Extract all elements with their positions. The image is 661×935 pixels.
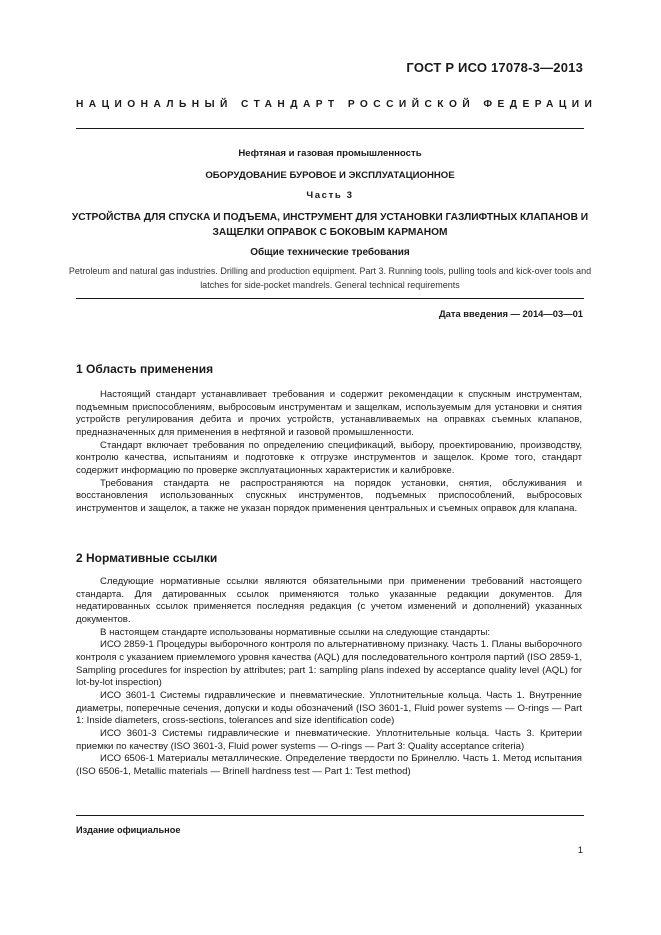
section-heading-scope: 1 Область применения xyxy=(76,362,214,376)
part-label: Часть 3 xyxy=(306,190,354,201)
paragraph: В настоящем стандарте использованы нормативные ссылки на следующие стандарты: xyxy=(100,626,491,638)
section-references-paragraphs xyxy=(76,576,582,779)
paragraph: Следующие нормативные ссылки являются обязательными при применении требований настоящего стандарта. Для датированных ссылок применяются только указанные редакции документов. Для недатированных ссылок применяется последняя редакция (с учетом изменений и дополнений) указанных документов. xyxy=(76,576,582,625)
paragraph: Настоящий стандарт устанавливает требования и содержит рекомендации к спускным инструментам, подъемным приспособлениям, выбросовым инструментам и защелкам, используемым для установки и снятия устройств регулирования дебита и прочих устройств, устанавливаемых на оправках съемных клапанов, предназначенных для применения в нефтяной и газовой промышленности. xyxy=(76,389,582,438)
document-title: УСТРОЙСТВА ДЛЯ СПУСКА И ПОДЪЕМА, ИНСТРУМЕНТ ДЛЯ УСТАНОВКИ ГАЗЛИФТНЫХ КЛАПАНОВ И ЗАЩЕЛКИ ОПРАВОК С БОКОВЫМ КАРМАНОМ xyxy=(71,212,589,238)
paragraph: Стандарт включает требования по определению спецификаций, выбору, проектированию, производству, контролю качества, испытаниям и подготовке к отгрузке инструментов и защелок. Кроме того, стандарт содержит информацию по проверке эксплуатационных характеристик и калибровке. xyxy=(76,439,582,476)
general-requirements-title: Общие технические требования xyxy=(250,247,410,258)
paragraph: ИСО 3601-3 Системы гидравлические и пневматические. Уплотнительные кольца. Часть 3. Критерии приемки по качеству (ISO 3601-3, Fluid power systems — O-rings — Part 3: Quality acceptance criteria) xyxy=(76,727,582,752)
page-number: 1 xyxy=(577,844,583,855)
footer-divider xyxy=(76,815,584,816)
national-standard-heading: НАЦИОНАЛЬНЫЙ СТАНДАРТ РОССИЙСКОЙ ФЕДЕРАЦИИ xyxy=(76,99,598,110)
introduction-date: Дата введения — 2014—03—01 xyxy=(438,308,583,319)
title-divider xyxy=(76,298,584,299)
document-id: ГОСТ Р ИСО 17078-3—2013 xyxy=(406,60,583,75)
industry-title: Нефтяная и газовая промышленность xyxy=(238,148,422,159)
section-scope-paragraphs xyxy=(76,389,582,516)
paragraph: Требования стандарта не распространяются на порядок установки, снятия, обслуживания и восстановления использованных спускных инструментов, подъемных приспособлений, выбросовых инструментов и защелок, а также не указан порядок применения центральных и съемных оправок для клапана. xyxy=(76,477,582,514)
paragraph: ИСО 6506-1 Материалы металлические. Определение твердости по Бринеллю. Часть 1. Метод испытания (ISO 6506-1, Metallic materials — Brinell hardness test — Part 1: Test method) xyxy=(76,753,582,777)
english-title: Petroleum and natural gas industries. Drilling and production equipment. Part 3. Running tools, pulling tools and kick-over tools and latches for side-pocket mandrels. General technical requirements xyxy=(68,266,592,290)
paragraph: ИСО 3601-1 Системы гидравлические и пневматические. Уплотнительные кольца. Часть 1. Внутренние диаметры, поперечные сечения, допуски и коды обозначений (ISO 3601-1, Fluid power systems — O-rings — Part 1: Inside diameters, cross-sections, tolerances and size identification code) xyxy=(76,689,582,727)
equipment-title: ОБОРУДОВАНИЕ БУРОВОЕ И ЭКСПЛУАТАЦИОННОЕ xyxy=(205,170,455,181)
section-heading-references: 2 Нормативные ссылки xyxy=(76,551,218,565)
edition-label: Издание официальное xyxy=(76,825,181,835)
header-divider xyxy=(76,128,584,129)
paragraph: ИСО 2859-1 Процедуры выборочного контроля по альтернативному признаку. Часть 1. Планы выборочного контроля с указанием приемлемого уровня качества (AQL) для последовательного контроля партий (ISO 2859-1, Sampling procedures for inspection by attributes; part 1: sampling plans indexed by acceptance quality level (AQL) for lot-by-lot inspection) xyxy=(76,639,582,689)
